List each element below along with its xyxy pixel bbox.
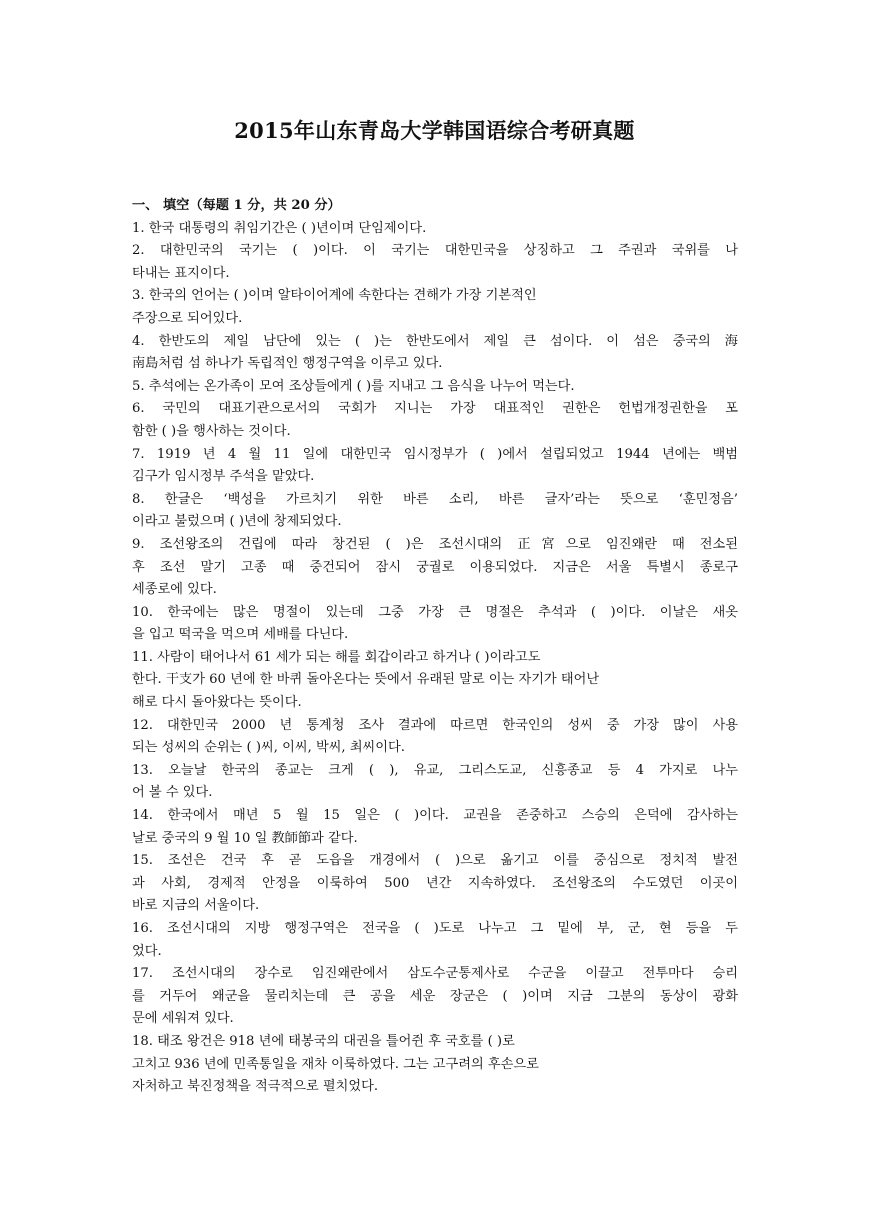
question-text-line: 을 입고 떡국을 먹으며 세배를 다닌다. [132, 627, 349, 643]
question-text-line: 세종로에 있다. [132, 582, 217, 598]
question-text-line: 되는 성씨의 순위는 ( )씨, 이씨, 박씨, 최씨이다. [132, 740, 405, 756]
question-item [132, 398, 738, 443]
question-item [132, 240, 738, 285]
question-item [132, 331, 738, 376]
question-item [132, 850, 738, 918]
question-text-line: 한다. 干支가 60 년에 한 바퀴 돌아온다는 뜻에서 유래된 말로 이는 자기가 태어난 [132, 672, 600, 688]
question-text-line: 10. 한국에는 많은 명절이 있는데 그중 가장 큰 명절은 추석과 ( )이다. 이날은 새옷 [132, 604, 738, 620]
question-text-line: 었다. [132, 943, 162, 959]
question-text-line: 12. 대한민국 2000 년 통계청 조사 결과에 따르면 한국인의 성씨 중 가장 많이 사용 [132, 717, 738, 733]
question-text-line: 3. 한국의 언어는 ( )이며 알타이어계에 속한다는 견해가 가장 기본적인 [132, 288, 537, 304]
question-text-line: 11. 사람이 태어나서 61 세가 되는 해를 회갑이라고 하거나 ( )이라고도 [132, 649, 541, 665]
question-item [132, 376, 738, 399]
question-item [132, 444, 738, 489]
question-text-line: 16. 조선시대의 지방 행정구역은 전국을 ( )도로 나누고 그 밑에 부, 군, 현 등을 두 [132, 921, 738, 936]
question-text-line: 7. 1919 년 4 월 11 일에 대한민국 임시정부가 ( )에서 설립되었고 1944 년에는 백범 [132, 446, 738, 462]
question-item [132, 602, 738, 647]
question-list [132, 218, 738, 1099]
question-text-line: 해로 다시 돌아왔다는 뜻이다. [132, 695, 302, 711]
question-text-line: 함한 ( )을 행사하는 것이다. [132, 423, 291, 439]
question-text-line: 13. 오늘날 한국의 종교는 크게 ( ), 유교, 그리스도교, 신흥종교 등 4 가지로 나누 [132, 762, 738, 778]
section-heading: 一、 填空（每题 1 分，共 20 分） [132, 198, 341, 213]
question-text-line: 후 조선 말기 고종 때 중건되어 잠시 궁궐로 이용되었다. 지금은 서울 특별시 종로구 [132, 559, 738, 575]
page-title: 2015年山东青岛大学韩国语综合考研真题 [234, 118, 635, 143]
question-item [132, 534, 738, 602]
question-text-line: 4. 한반도의 제일 남단에 있는 ( )는 한반도에서 제일 큰 섬이다. 이 섬은 중국의 海 [132, 333, 738, 349]
question-text-line: 과 사회, 경제적 안정을 이룩하여 500 년간 지속하였다. 조선왕조의 수도였던 이곳이 [132, 875, 738, 891]
question-item [132, 963, 738, 1031]
question-item [132, 805, 738, 850]
question-item [132, 918, 738, 963]
question-item [132, 218, 738, 241]
question-text-line: 문에 세워져 있다. [132, 1011, 234, 1027]
question-text-line: 날로 중국의 9 월 10 일 教師節과 같다. [132, 830, 358, 846]
document-body [132, 195, 738, 1099]
question-text-line: 15. 조선은 건국 후 곧 도읍을 개경에서 ( )으로 옮기고 이를 중심으로 정치적 발전 [132, 853, 738, 869]
question-text-line: 이라고 불렀으며 ( )년에 창제되었다. [132, 514, 342, 530]
question-text-line: 김구가 임시정부 주석을 맡았다. [132, 469, 315, 485]
question-text-line: 18. 태조 왕건은 918 년에 태봉국의 대권을 틀어쥔 후 국호를 ( )로 [132, 1033, 515, 1049]
question-item [132, 285, 738, 330]
question-text-line: 고치고 936 년에 민족통일을 재차 이룩하였다. 그는 고구려의 후손으로 [132, 1056, 539, 1072]
question-item [132, 760, 738, 805]
question-text-line: 2. 대한민국의 국기는 ( )이다. 이 국기는 대한민국을 상징하고 그 주권과 국위를 나 [132, 243, 738, 259]
question-text-line: 14. 한국에서 매년 5 월 15 일은 ( )이다. 교권을 존중하고 스승의 은덕에 감사하는 [132, 808, 738, 824]
question-text-line: 바로 지금의 서울이다. [132, 898, 260, 914]
question-text-line: 8. 한글은 ‘백성을 가르치기 위한 바른 소리, 바른 글자’라는 뜻으로 ‘훈민정음’ [132, 491, 738, 507]
question-text-line: 南島처럼 섬 하나가 독립적인 행정구역을 이루고 있다. [132, 356, 443, 372]
question-text-line: 자처하고 북진정책을 적극적으로 펼치었다. [132, 1079, 379, 1095]
question-text-line: 를 거두어 왜군을 물리치는데 큰 공을 세운 장군은 ( )이며 지금 그분의 동상이 광화 [132, 988, 738, 1004]
question-text-line: 타내는 표지이다. [132, 265, 230, 281]
question-text-line: 5. 추석에는 온가족이 모여 조상들에게 ( )를 지내고 그 음식을 나누어 먹는다. [132, 378, 575, 394]
question-item [132, 1031, 738, 1099]
question-text-line: 6. 국민의 대표기관으로서의 국회가 지니는 가장 대표적인 권한은 헌법개정권한을 포 [132, 401, 738, 417]
question-text-line: 17. 조선시대의 장수로 임진왜란에서 삼도수군통제사로 수군을 이끌고 전투마다 승리 [132, 966, 738, 982]
question-item [132, 647, 738, 715]
question-item [132, 715, 738, 760]
question-item [132, 489, 738, 534]
question-text-line: 9. 조선왕조의 건립에 따라 창건된 ( )은 조선시대의 正宮으로 임진왜란 때 전소된 [132, 536, 738, 552]
question-text-line: 1. 한국 대통령의 취임기간은 ( )년이며 단임제이다. [132, 220, 427, 236]
question-text-line: 어 볼 수 있다. [132, 785, 213, 801]
question-text-line: 주장으로 되어있다. [132, 310, 243, 326]
